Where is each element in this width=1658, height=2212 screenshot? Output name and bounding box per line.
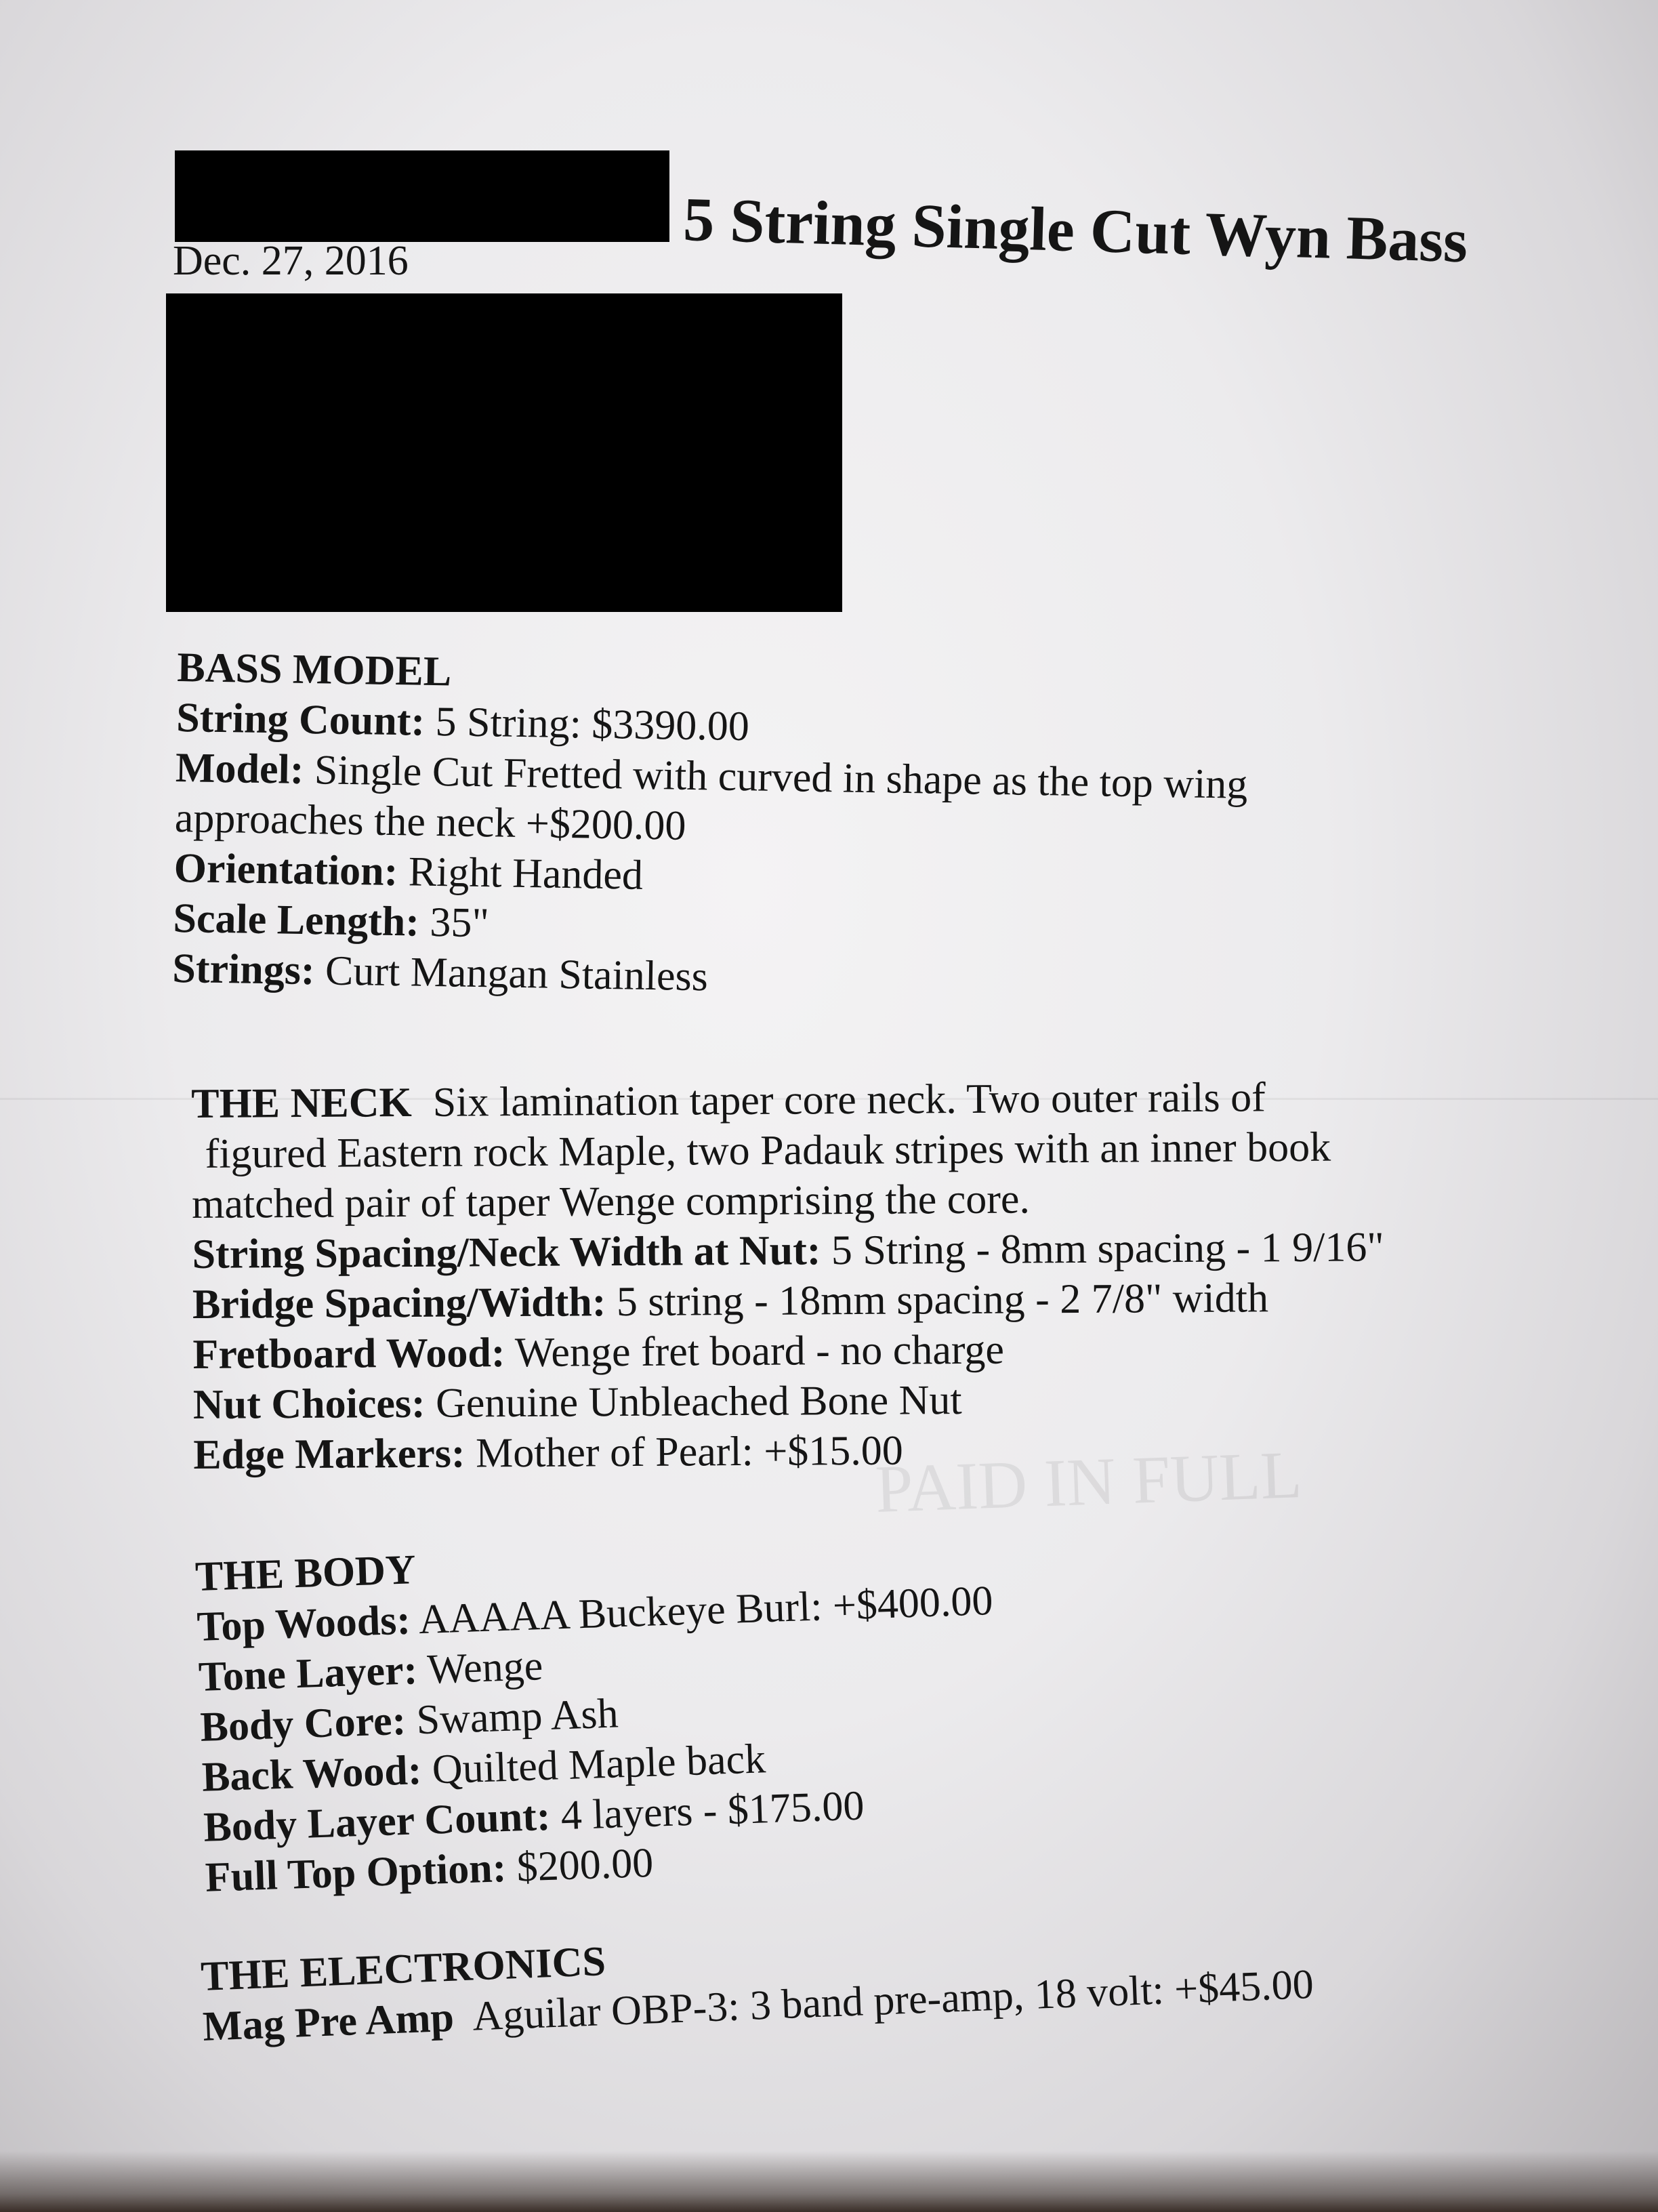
string-spacing-label: String Spacing/Neck Width at Nut: [192,1227,821,1277]
redaction-box-header [175,150,669,242]
top-woods-label: Top Woods: [196,1597,411,1650]
edge-markers-label: Edge Markers: [193,1430,465,1478]
body-core-value: Swamp Ash [415,1690,619,1744]
neck-section [191,1071,1386,1480]
neck-heading-row [191,1071,1384,1129]
paid-in-full-watermark: PAID IN FULL [874,1437,1304,1527]
model-row-continued: approaches the neck +$200.00 [174,794,686,849]
neck-description-line3: matched pair of taper Wenge comprising the core. [191,1176,1031,1227]
body-layer-count-label: Body Layer Count: [203,1793,552,1851]
orientation-value: Right Handed [408,848,644,899]
bass-model-heading: BASS MODEL [176,644,452,695]
bridge-spacing-label: Bridge Spacing/Width: [192,1279,606,1328]
string-count-value: 5 String: $3390.00 [435,698,750,750]
scale-length-label: Scale Length: [173,895,420,945]
edge-markers-row [193,1422,1386,1480]
document-date: Dec. 27, 2016 [173,238,409,284]
bridge-spacing-row [192,1272,1385,1330]
tone-layer-label: Tone Layer: [198,1647,419,1700]
bass-model-section [172,642,1249,1010]
orientation-label: Orientation: [173,844,398,895]
redaction-box-address [166,293,842,612]
document-title: 5 String Single Cut Wyn Bass [682,184,1469,276]
electronics-heading: THE ELECTRONICS [200,1938,607,2000]
neck-heading: THE NECK [191,1080,412,1127]
strings-label: Strings: [171,945,316,994]
body-layer-count-value: 4 layers - $175.00 [560,1782,865,1839]
body-section [194,1525,1002,1903]
scale-length-value: 35" [429,899,490,947]
top-woods-value: AAAAA Buckeye Burl: +$400.00 [417,1577,994,1643]
string-spacing-row [192,1222,1384,1279]
electronics-section [200,1909,1314,2052]
model-value: Single Cut Fretted with curved in shape as the top wing [314,747,1248,808]
preamp-value: Aguilar OBP-3: 3 band pre-amp, 18 volt: +$45.00 [472,1961,1314,2040]
body-heading: THE BODY [194,1547,417,1600]
full-top-value: $200.00 [516,1839,655,1891]
fretboard-value: Wenge fret board - no charge [514,1326,1005,1376]
model-label: Model: [175,744,304,793]
neck-description-line1: Six lamination taper core neck. Two outer rails of [432,1074,1266,1126]
string-count-label: String Count: [175,694,426,745]
strings-value: Curt Mangan Stainless [325,947,709,1000]
bridge-spacing-value: 5 string - 18mm spacing - 2 7/8" width [616,1275,1269,1326]
nut-label: Nut Choices: [192,1380,426,1428]
preamp-label: Mag Pre Amp [201,1994,455,2050]
back-wood-label: Back Wood: [201,1747,423,1801]
string-spacing-value: 5 String - 8mm spacing - 1 9/16" [831,1224,1384,1274]
fretboard-label: Fretboard Wood: [192,1330,505,1378]
tone-layer-value: Wenge [426,1643,544,1693]
edge-markers-value: Mother of Pearl: +$15.00 [475,1427,904,1477]
full-top-label: Full Top Option: [204,1845,507,1901]
neck-description-line2: figured Eastern rock Maple, two Padauk stripes with an inner book [205,1124,1331,1177]
back-wood-value: Quilted Maple back [431,1736,767,1793]
fretboard-row [192,1322,1385,1380]
nut-row [193,1372,1386,1430]
body-core-label: Body Core: [199,1697,407,1750]
nut-value: Genuine Unbleached Bone Nut [435,1377,962,1427]
